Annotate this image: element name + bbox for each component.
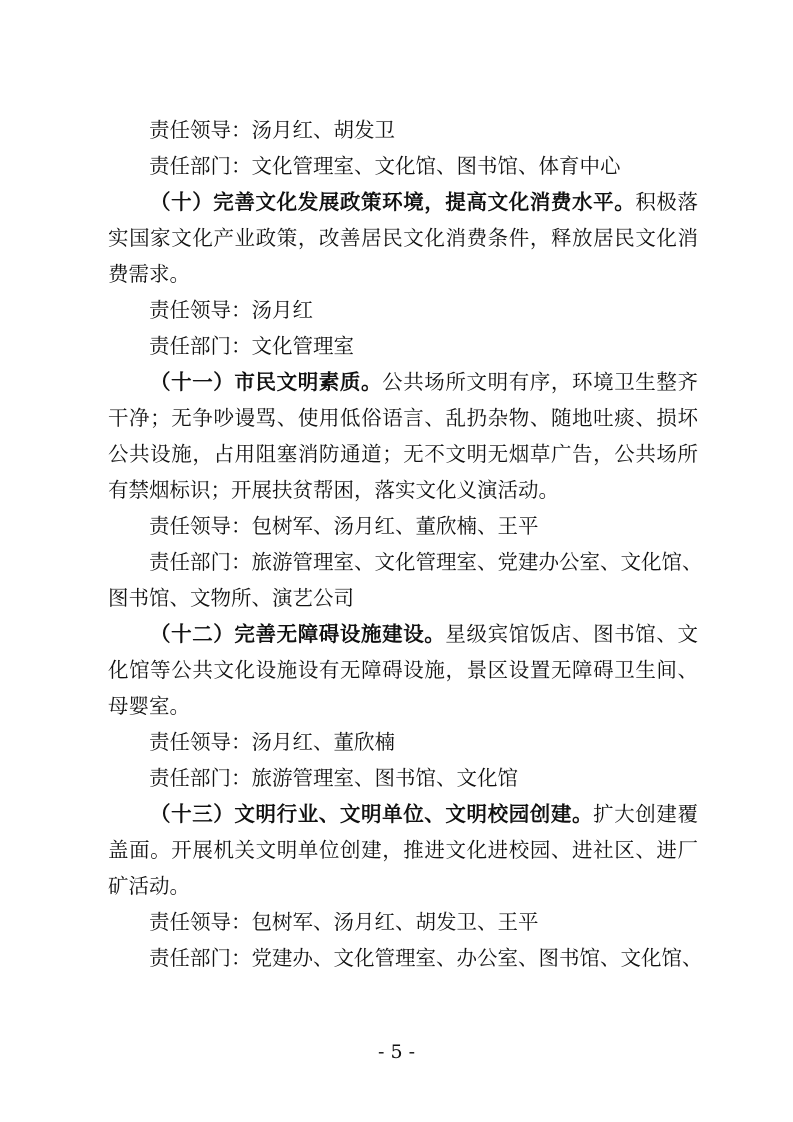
document-body — [108, 112, 703, 976]
section-10-body-line: 费需求。 — [108, 262, 190, 286]
section-12-body-line: 化馆等公共文化设施设有无障碍设施，景区设置无障碍卫生间、 — [108, 658, 698, 682]
section-12-body-start: 星级宾馆饭店、图书馆、文 — [445, 622, 699, 646]
responsible-department-line: 责任部门：旅游管理室、文化管理室、党建办公室、文化馆、 — [149, 550, 703, 574]
responsible-leader-line: 责任领导：汤月红 — [149, 298, 313, 322]
responsible-leader-line: 责任领导：汤月红、胡发卫 — [149, 118, 395, 142]
section-11-body-line: 有禁烟标识；开展扶贫帮困，落实文化义演活动。 — [108, 478, 559, 502]
section-13-first-line — [108, 796, 698, 832]
section-13-body-line: 盖面。开展机关文明单位创建，推进文化进校园、进社区、进厂 — [108, 838, 698, 862]
section-10-body-line: 实国家文化产业政策，改善居民文化消费条件，释放居民文化消 — [108, 226, 698, 250]
section-13-body-line: 矿活动。 — [108, 874, 190, 898]
section-12-heading: （十二）完善无障碍设施建设。 — [150, 622, 446, 646]
responsible-department-line: 责任部门：文化管理室 — [149, 334, 354, 358]
page-number: - 5 - — [377, 1041, 415, 1063]
responsible-leader-line: 责任领导：包树军、汤月红、董欣楠、王平 — [149, 514, 539, 538]
responsible-leader-line: 责任领导：汤月红、董欣楠 — [149, 730, 395, 754]
section-12-first-line — [108, 616, 698, 652]
responsible-department-line: 责任部门：文化管理室、文化馆、图书馆、体育中心 — [149, 154, 621, 178]
section-10-heading: （十）完善文化发展政策环境，提高文化消费水平。 — [150, 190, 636, 214]
section-10-first-line — [108, 184, 698, 220]
section-11-body-start: 公共场所文明有序，环境卫生整齐 — [382, 370, 699, 394]
responsible-department-line: 责任部门：党建办、文化管理室、办公室、图书馆、文化馆、 — [149, 946, 703, 970]
section-13-body-start: 扩大创建覆 — [593, 802, 699, 826]
responsible-department-continuation: 图书馆、文物所、演艺公司 — [108, 586, 354, 610]
section-11-body-line: 公共设施，占用阻塞消防通道；无不文明无烟草广告，公共场所 — [108, 442, 698, 466]
section-13-heading: （十三）文明行业、文明单位、文明校园创建。 — [150, 802, 594, 826]
section-10-body-start: 积极落 — [635, 190, 699, 214]
responsible-leader-line: 责任领导：包树军、汤月红、胡发卫、王平 — [149, 910, 539, 934]
section-11-first-line — [108, 364, 698, 400]
section-11-body-line: 干净；无争吵谩骂、使用低俗语言、乱扔杂物、随地吐痰、损坏 — [108, 406, 698, 430]
section-11-heading: （十一）市民文明素质。 — [150, 370, 383, 394]
section-12-body-line: 母婴室。 — [108, 694, 190, 718]
responsible-department-line: 责任部门：旅游管理室、图书馆、文化馆 — [149, 766, 518, 790]
